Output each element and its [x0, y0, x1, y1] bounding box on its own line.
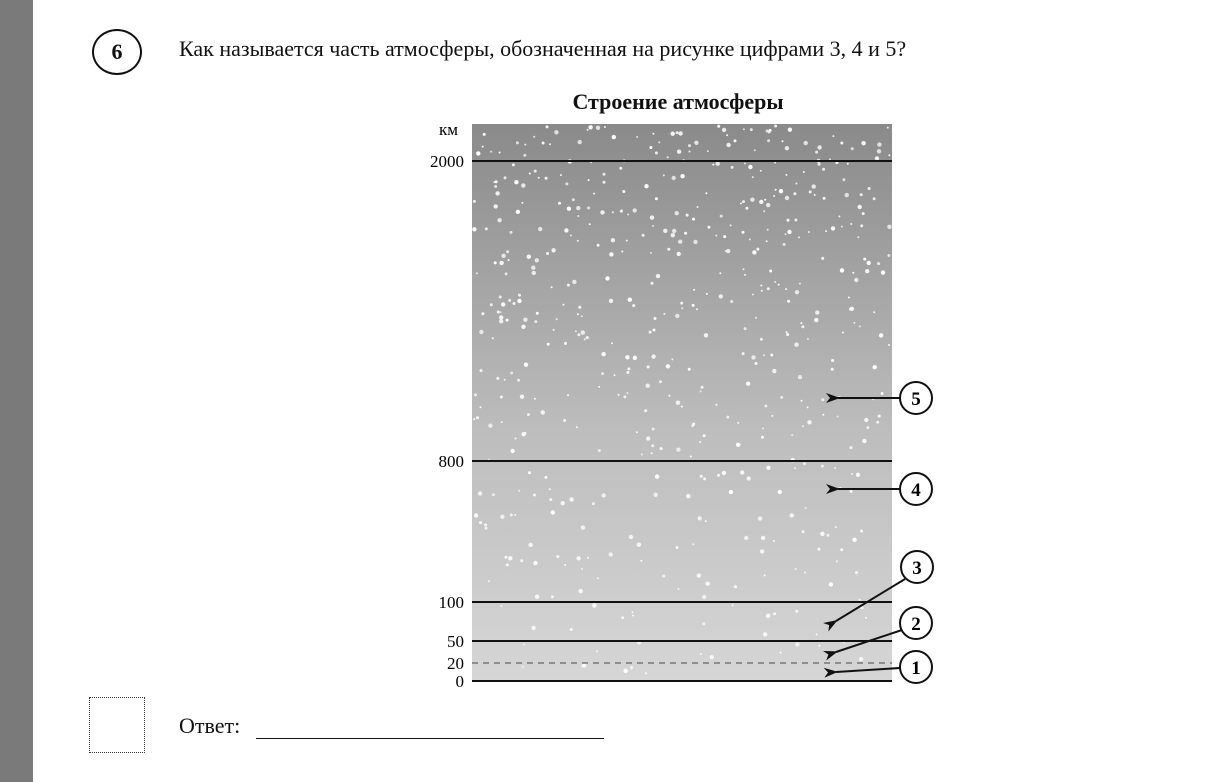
altitude-label-800: 800	[438, 452, 464, 471]
answer-checkbox[interactable]	[89, 697, 145, 753]
answer-input-line[interactable]	[256, 738, 604, 739]
atmosphere-column	[472, 124, 892, 682]
altitude-label-20: 20	[447, 654, 464, 673]
svg-text:4: 4	[911, 480, 921, 501]
question-number: 6	[111, 39, 123, 64]
left-margin-bar	[0, 0, 33, 782]
altitude-label-100: 100	[438, 593, 464, 612]
altitude-label-50: 50	[447, 632, 464, 651]
answer-label: Ответ:	[179, 713, 241, 738]
figure-title: Строение атмосферы	[572, 89, 784, 114]
question-number-badge	[92, 29, 142, 75]
altitude-label-0: 0	[455, 672, 464, 691]
svg-text:5: 5	[911, 389, 921, 410]
atmosphere-svg	[400, 118, 960, 693]
svg-text:3: 3	[912, 558, 922, 579]
unit-label: км	[438, 120, 458, 139]
altitude-label-2000: 2000	[430, 152, 464, 171]
atmosphere-diagram	[400, 118, 960, 693]
svg-text:1: 1	[911, 658, 921, 679]
svg-text:2: 2	[911, 614, 921, 635]
question-text: Как называется часть атмосферы, обозначенная на рисунке цифрами 3, 4 и 5?	[179, 36, 907, 61]
